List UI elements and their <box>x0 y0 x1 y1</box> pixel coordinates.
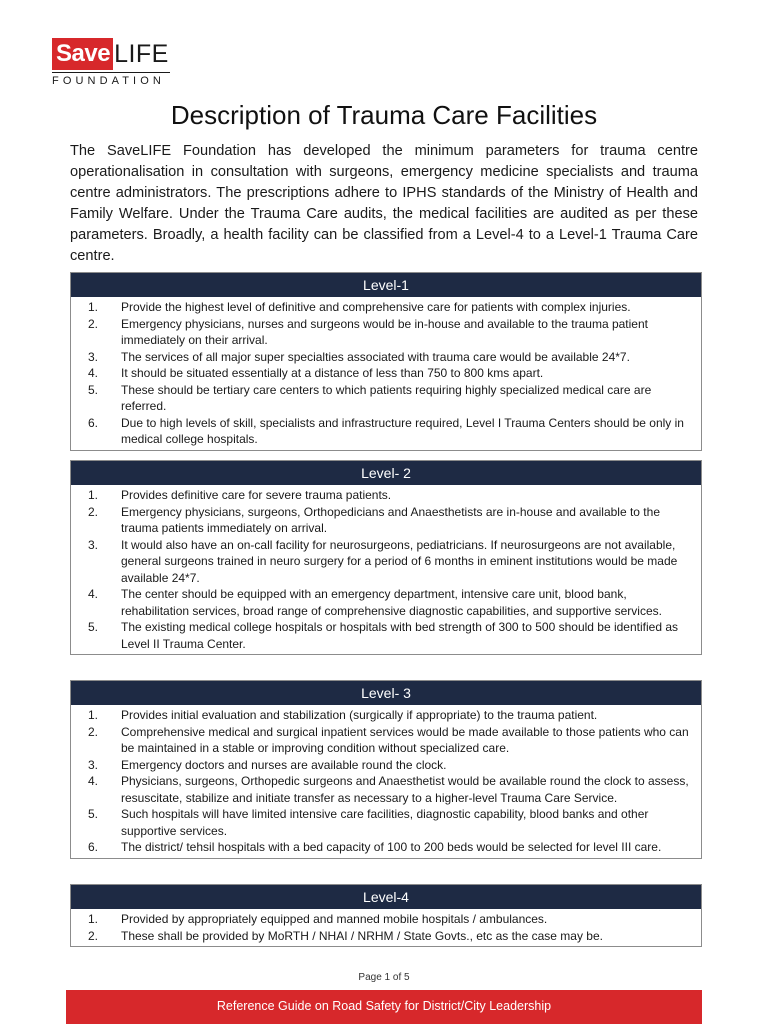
level-2-list <box>71 485 701 654</box>
level-1-heading: Level-1 <box>71 273 701 297</box>
list-item: 1. Provides initial evaluation and stabilization (surgically if appropriate) to the trauma patient. <box>88 708 598 722</box>
page-title: Description of Trauma Care Facilities <box>170 100 598 130</box>
list-item: 5. Such hospitals will have limited intensive care facilities, diagnostic capability, blood banks and other supportive services. <box>88 807 649 838</box>
level-3-list <box>71 705 701 858</box>
list-item: 1. Provided by appropriately equipped and manned mobile hospitals / ambulances. <box>88 912 548 926</box>
list-item: 3. It would also have an on-call facility for neurosurgeons, pediatricians. If neurosurgeons are not available, general surgeons trained in neuro surgery for a period of 6 months in eminent institutions would be made available 24*7. <box>88 537 678 585</box>
level-3-heading: Level- 3 <box>71 681 701 705</box>
list-item: 2. Comprehensive medical and surgical inpatient services would be made available to those patients who can be maintained in a stable or improving condition without specialized care. <box>88 724 689 755</box>
list-item: 6. Due to high levels of skill, specialists and infrastructure required, Level I Trauma Centers should be only in medical college hospitals. <box>88 415 684 446</box>
savelife-logo <box>52 38 174 88</box>
list-item: 2. Emergency physicians, surgeons, Orthopedicians and Anaesthetists are in-house and available to the trauma patients immediately on arrival. <box>88 504 660 535</box>
level-1-list <box>71 297 701 450</box>
level-2-box <box>70 460 702 655</box>
list-item: 2. These shall be provided by MoRTH / NHAI / NRHM / State Govts., etc as the case may be. <box>88 928 603 943</box>
list-item: 4. The center should be equipped with an emergency department, intensive care unit, blood bank, rehabilitation services, broad range of comprehensive diagnostic capabilities, and supportive services. <box>88 587 662 618</box>
list-item: 1. Provide the highest level of definitive and comprehensive care for patients with complex injuries. <box>88 300 631 314</box>
logo-life-text: LIFE <box>114 40 169 68</box>
list-item: 5. The existing medical college hospitals or hospitals with bed strength of 300 to 500 should be identified as Level II Trauma Center. <box>88 620 679 651</box>
footer-bar <box>66 990 702 1024</box>
page-number: Page 1 of 5 <box>358 972 410 983</box>
level-4-heading: Level-4 <box>71 885 701 909</box>
list-item: 6. The district/ tehsil hospitals with a bed capacity of 100 to 200 beds would be selected for level III care. <box>88 840 662 854</box>
level-4-list <box>71 909 701 946</box>
footer-text: Reference Guide on Road Safety for District/City Leadership <box>216 999 552 1013</box>
list-item: 3. The services of all major super specialties associated with trauma care would be available 24*7. <box>88 349 630 364</box>
logo-foundation-text: FOUNDATION <box>52 75 165 87</box>
list-item: 5. These should be tertiary care centers to which patients requiring highly specialized medical care are referred. <box>88 382 652 413</box>
logo-divider <box>52 72 170 73</box>
logo-save-text: Save <box>52 38 113 70</box>
list-item: 1. Provides definitive care for severe trauma patients. <box>88 488 392 502</box>
level-2-heading: Level- 2 <box>71 461 701 485</box>
intro-paragraph: The SaveLIFE Foundation has developed the minimum parameters for trauma centre operationalisation in consultation with surgeons, emergency medicine specialists and trauma centre administrators. The prescriptions adhere to IPHS standards of the Ministry of Health and Family Welfare. Under the Trauma Care audits, the medical facilities are audited as per these parameters. Broadly, a health facility can be classified from a Level-4 to a Level-1 Trauma Care centre. <box>70 143 698 264</box>
level-4-box <box>70 884 702 947</box>
list-item: 3. Emergency doctors and nurses are available round the clock. <box>88 757 447 772</box>
level-1-box <box>70 272 702 451</box>
list-item: 4. It should be situated essentially at a distance of less than 750 to 800 kms apart. <box>88 366 544 380</box>
list-item: 4. Physicians, surgeons, Orthopedic surgeons and Anaesthetist would be available round the clock to assess, resuscitate, stabilize and initiate transfer as necessary to a higher-level Trauma Care Service. <box>88 774 689 805</box>
level-3-box <box>70 680 702 859</box>
list-item: 2. Emergency physicians, nurses and surgeons would be in-house and available to the trauma patient immediately on their arrival. <box>88 316 648 347</box>
